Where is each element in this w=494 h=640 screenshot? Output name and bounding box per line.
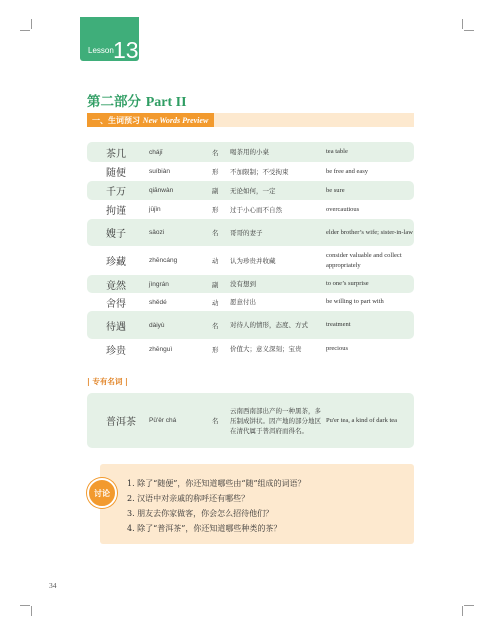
vocab-definition: 无论如何，一定 [230,186,276,195]
proper-noun-row [87,393,414,448]
vocab-row [87,275,414,293]
vocab-definition: 愿意付出 [230,298,256,306]
crop-mark [20,30,30,31]
lesson-badge [80,17,139,61]
vocab-definition: 喝茶用的小桌 [230,148,269,156]
vocab-english: be sure [326,186,345,194]
crop-mark [464,605,474,606]
vocab-pos: 动 [212,257,219,265]
vocab-row [87,293,414,311]
vocab-definition: 过于小心而不自然 [230,205,282,214]
part-title-en: Part II [145,95,187,110]
crop-mark [20,605,30,606]
vocab-definition: 认为珍贵并收藏 [230,256,276,265]
vocab-definition: 不加限制；不受拘束 [230,167,289,176]
vocab-word: 竟然 [106,280,126,292]
lesson-label: Lesson [88,46,114,55]
vocab-pos: 形 [212,206,219,214]
crop-mark [31,19,32,29]
vocab-definition: 价值大；意义深刻；宝贵 [230,345,302,353]
discussion-question: 4. 除了“普洱茶”，你还知道哪些种类的茶？ [127,524,282,533]
vocab-pos: 形 [212,345,219,354]
vocab-definition: 哥哥的妻子 [230,228,263,237]
vocab-english: treatment [326,321,351,328]
section-title-cn: 一、生词预习 [92,115,140,125]
vocab-word: 茶几 [106,148,126,160]
vocab-word: 珍贵 [106,345,126,357]
vocab-pos: 名 [212,229,219,237]
crop-mark [462,606,463,616]
part-title [87,90,187,111]
crop-mark [31,606,32,616]
vocab-word: 珍藏 [106,257,126,268]
page-number: 34 [49,581,57,590]
vocab-pinyin: jìngrán [149,280,169,288]
vocab-pos: 动 [212,298,219,307]
section-header [87,113,414,127]
vocab-pos: 名 [212,321,219,330]
vocab-row [87,339,414,359]
vocab-pinyin: zhēnguì [149,345,173,353]
vocab-row [87,246,414,275]
vocab-english: overcautious [326,205,360,213]
discussion-question: 2. 汉语中对亲戚的称呼还有哪些？ [127,494,250,503]
lesson-number: 13 [113,37,139,63]
vocab-row [87,219,414,246]
vocab-pinyin: dàiyù [149,321,165,329]
vocab-pinyin: jūjǐn [149,206,161,213]
vocab-english: be free and easy [326,167,369,175]
vocab-pinyin: sǎozi [149,229,165,236]
vocab-row [87,200,414,219]
section-tag [87,113,214,127]
vocab-english: be willing to part with [326,298,384,305]
proper-noun-english: Pu'er tea, a kind of dark tea [326,416,398,424]
proper-noun-pos: 名 [212,417,219,425]
vocab-english: consider valuable and collect appropriately [326,251,402,269]
vocab-english: elder brother’s wife; sister-in-law [326,228,413,236]
proper-noun-pinyin: Pǔ'ěr chá [149,417,177,424]
vocab-row [87,142,414,162]
vocab-definition: 没有想到 [230,280,256,288]
vocab-word: 待遇 [106,321,126,333]
proper-nouns-title: | 专有名词 | [87,377,128,386]
vocab-definition: 对待人的情形，态度、方式 [230,321,308,329]
vocab-word: 千万 [106,187,126,198]
vocab-pinyin: zhēncáng [149,257,178,264]
discussion-question: 1. 除了“随便”，你还知道哪些由“随”组成的词语？ [127,479,306,488]
crop-mark [462,19,463,29]
discussion-icon: 讨论 [87,478,117,508]
vocab-pos: 副 [212,187,219,195]
vocab-pinyin: chájī [149,148,163,156]
vocab-english: tea table [326,148,348,155]
discussion-question: 3. 朋友去你家做客，你会怎么招待他们？ [127,509,274,518]
proper-noun-word: 普洱茶 [106,417,136,428]
vocab-pinyin: qiānwàn [149,187,174,194]
vocab-word: 拘谨 [106,206,126,217]
section-title-en: New Words Preview [142,116,209,125]
vocab-word: 随便 [106,168,126,179]
part-title-cn: 第二部分 [87,94,141,110]
vocab-word: 舍得 [106,298,126,310]
vocab-pos: 副 [212,280,219,289]
vocab-pinyin: shědé [149,298,167,306]
vocab-pinyin: suíbiàn [149,168,170,175]
vocab-word: 嫂子 [106,229,126,240]
vocab-pos: 形 [212,168,219,176]
vocab-row [87,311,414,339]
crop-mark [464,30,474,31]
vocab-row [87,181,414,200]
vocab-row [87,162,414,181]
proper-noun-definition: 云南西南部出产的一种黑茶，多压制成饼状。因产地的部分地区在清代属于普洱府而得名。 [230,406,321,435]
vocab-pos: 名 [212,148,219,157]
vocab-english: precious [326,345,349,352]
vocab-english: to one’s surprise [326,280,369,287]
